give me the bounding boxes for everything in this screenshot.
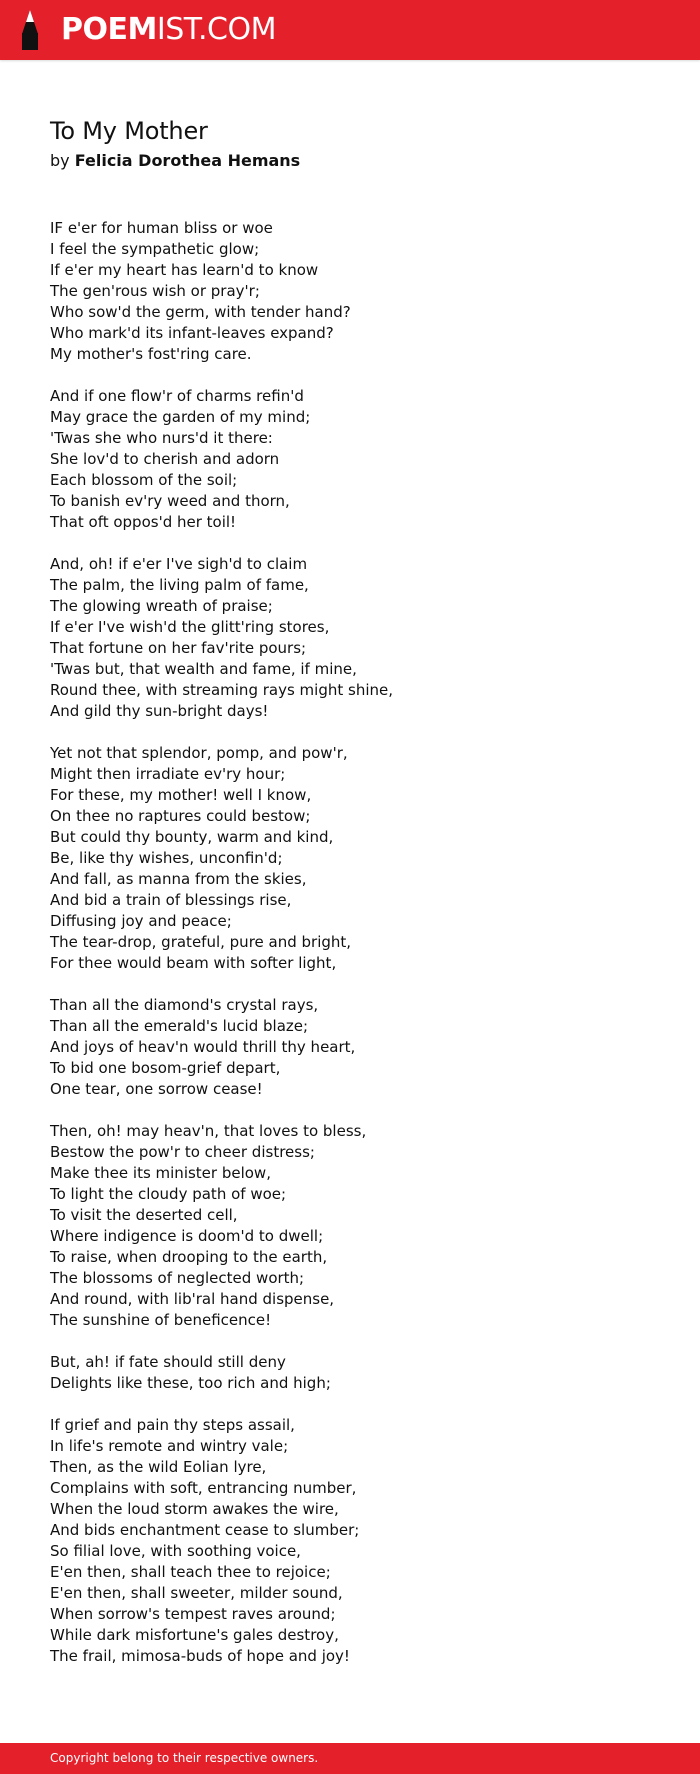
- site-header: [0, 0, 700, 60]
- poem-line: For these, my mother! well I know,: [50, 786, 312, 804]
- pencil-logo-icon: [18, 9, 42, 51]
- poem-line: And if one flow'r of charms refin'd: [50, 387, 304, 405]
- poem-line: The glowing wreath of praise;: [50, 597, 273, 615]
- poem-line: That fortune on her fav'rite pours;: [50, 639, 307, 657]
- poem-line: And fall, as manna from the skies,: [50, 870, 307, 888]
- poem-line: Round thee, with streaming rays might shine,: [50, 681, 394, 699]
- poem-line: And round, with lib'ral hand dispense,: [50, 1290, 335, 1308]
- poem-line: That oft oppos'd her toil!: [50, 513, 237, 531]
- poem-line: In life's remote and wintry vale;: [50, 1437, 289, 1455]
- poem-line: If e'er my heart has learn'd to know: [50, 261, 319, 279]
- poem-body: [50, 218, 650, 1667]
- poem-line: Complains with soft, entrancing number,: [50, 1479, 357, 1497]
- poem-line: The gen'rous wish or pray'r;: [50, 282, 260, 300]
- poem-author: Felicia Dorothea Hemans: [74, 151, 301, 170]
- poem-line: And bids enchantment cease to slumber;: [50, 1521, 360, 1539]
- poem-line: 'Twas but, that wealth and fame, if mine,: [50, 660, 357, 678]
- by-label: by: [50, 151, 70, 170]
- poem-line: And bid a train of blessings rise,: [50, 891, 292, 909]
- poem-line: But could thy bounty, warm and kind,: [50, 828, 334, 846]
- poem-line: [50, 722, 650, 743]
- poem-line: While dark misfortune's gales destroy,: [50, 1626, 339, 1644]
- poem-byline: [50, 149, 650, 173]
- poem-line: And joys of heav'n would thrill thy heart,: [50, 1038, 356, 1056]
- poem-line: [50, 974, 650, 995]
- poem-line: When the loud storm awakes the wire,: [50, 1500, 339, 1518]
- poem-line: My mother's fost'ring care.: [50, 345, 252, 363]
- poem-line: The tear-drop, grateful, pure and bright,: [50, 933, 352, 951]
- poem-line: She lov'd to cherish and adorn: [50, 450, 280, 468]
- logo-bold-text: POEM: [61, 12, 157, 47]
- poem-line: When sorrow's tempest raves around;: [50, 1605, 336, 1623]
- poem-line: Then, as the wild Eolian lyre,: [50, 1458, 267, 1476]
- poem-line: For thee would beam with softer light,: [50, 954, 337, 972]
- site-footer: [0, 1743, 700, 1774]
- poem-line: [50, 533, 650, 554]
- poem-line: Yet not that splendor, pomp, and pow'r,: [50, 744, 348, 762]
- poem-line: Might then irradiate ev'ry hour;: [50, 765, 286, 783]
- poem-line: And, oh! if e'er I've sigh'd to claim: [50, 555, 308, 573]
- poem-line: To light the cloudy path of woe;: [50, 1185, 287, 1203]
- poem-line: Where indigence is doom'd to dwell;: [50, 1227, 324, 1245]
- poem-line: Diffusing joy and peace;: [50, 912, 232, 930]
- poem-line: IF e'er for human bliss or woe: [50, 219, 273, 237]
- poem-line: To raise, when drooping to the earth,: [50, 1248, 328, 1266]
- copyright-text: Copyright belong to their respective owners.: [50, 1751, 319, 1765]
- site-logo[interactable]: [61, 8, 276, 52]
- poem-line: Be, like thy wishes, unconfin'd;: [50, 849, 283, 867]
- poem-line: Than all the emerald's lucid blaze;: [50, 1017, 309, 1035]
- poem-line: [50, 1100, 650, 1121]
- poem-line: The frail, mimosa-buds of hope and joy!: [50, 1647, 350, 1665]
- poem-line: Make thee its minister below,: [50, 1164, 271, 1182]
- poem-line: If e'er I've wish'd the glitt'ring stores,: [50, 618, 330, 636]
- poem-line: The blossoms of neglected worth;: [50, 1269, 305, 1287]
- poem-line: [50, 365, 650, 386]
- poem-line: 'Twas she who nurs'd it there:: [50, 429, 273, 447]
- poem-line: E'en then, shall sweeter, milder sound,: [50, 1584, 343, 1602]
- poem-line: But, ah! if fate should still deny: [50, 1353, 286, 1371]
- poem-line: To visit the deserted cell,: [50, 1206, 238, 1224]
- poem-line: Who mark'd its infant-leaves expand?: [50, 324, 334, 342]
- poem-line: On thee no raptures could bestow;: [50, 807, 311, 825]
- poem-line: Bestow the pow'r to cheer distress;: [50, 1143, 315, 1161]
- poem-line: E'en then, shall teach thee to rejoice;: [50, 1563, 331, 1581]
- poem-line: Then, oh! may heav'n, that loves to bless,: [50, 1122, 367, 1140]
- poem-line: I feel the sympathetic glow;: [50, 240, 260, 258]
- poem-line: One tear, one sorrow cease!: [50, 1080, 263, 1098]
- poem-line: [50, 1394, 650, 1415]
- poem-line: Delights like these, too rich and high;: [50, 1374, 331, 1392]
- poem-line: And gild thy sun-bright days!: [50, 702, 269, 720]
- poem-line: So filial love, with soothing voice,: [50, 1542, 301, 1560]
- poem-line: If grief and pain thy steps assail,: [50, 1416, 295, 1434]
- logo-light-text: IST.COM: [156, 12, 276, 47]
- poem-line: To bid one bosom-grief depart,: [50, 1059, 281, 1077]
- poem-line: Who sow'd the germ, with tender hand?: [50, 303, 351, 321]
- poem-line: The sunshine of beneficence!: [50, 1311, 272, 1329]
- poem-title: To My Mother: [50, 117, 208, 145]
- poem-line: To banish ev'ry weed and thorn,: [50, 492, 290, 510]
- poem-line: Each blossom of the soil;: [50, 471, 238, 489]
- poem-content: [50, 115, 650, 1667]
- poem-line: The palm, the living palm of fame,: [50, 576, 309, 594]
- poem-line: May grace the garden of my mind;: [50, 408, 311, 426]
- poem-line: Than all the diamond's crystal rays,: [50, 996, 319, 1014]
- poem-line: [50, 1331, 650, 1352]
